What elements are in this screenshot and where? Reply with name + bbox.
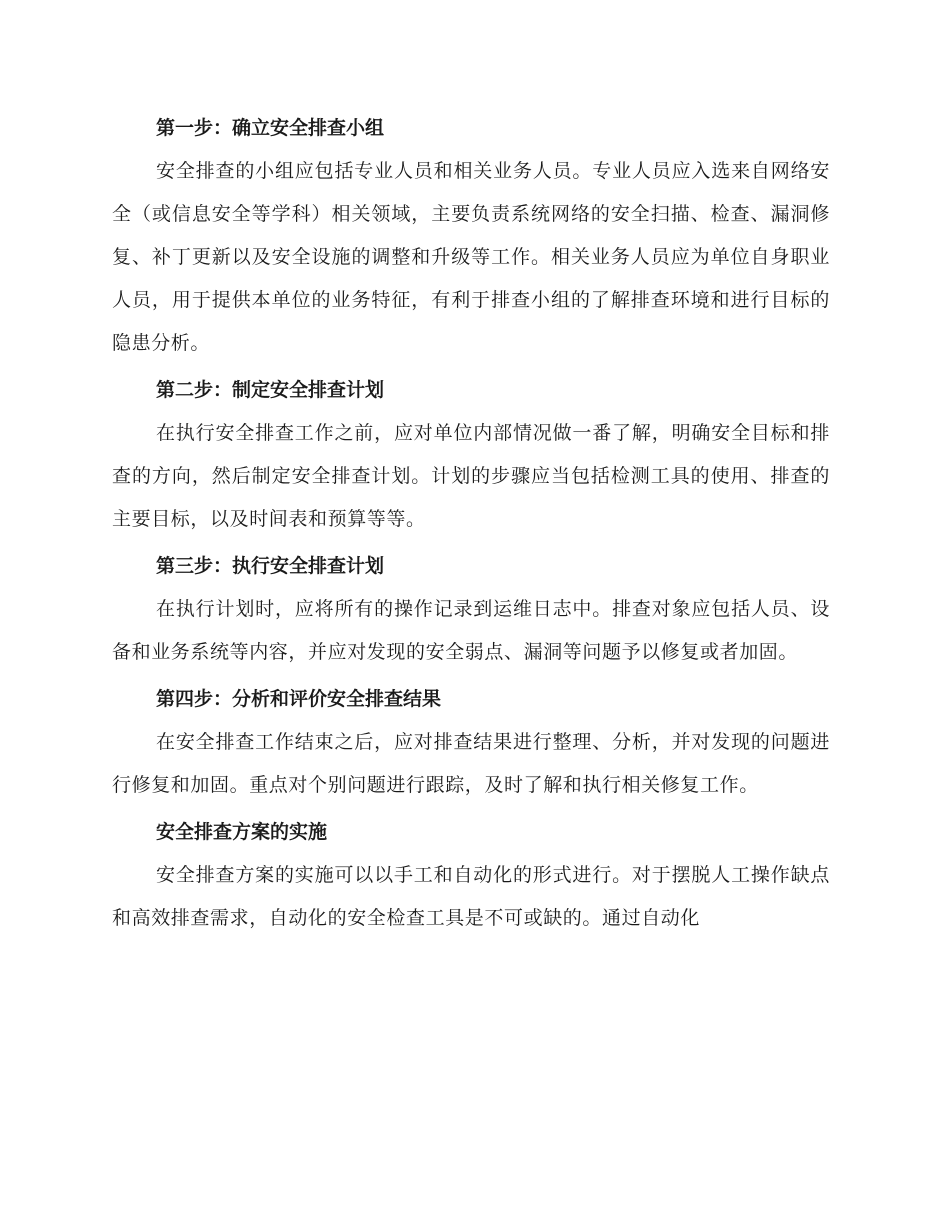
section-4 [112, 679, 830, 807]
section-paragraph: 在执行计划时，应将所有的操作记录到运维日志中。排查对象应包括人员、设备和业务系统等内容，并应对发现的安全弱点、漏洞等问题予以修复或者加固。 [112, 598, 830, 663]
section-paragraph: 在执行安全排查工作之前，应对单位内部情况做一番了解，明确安全目标和排查的方向，然后制定安全排查计划。计划的步骤应当包括检测工具的使用、排查的主要目标，以及时间表和预算等等。 [112, 422, 830, 530]
section-paragraph: 安全排查的小组应包括专业人员和相关业务人员。专业人员应入选来自网络安全（或信息安全等学科）相关领域，主要负责系统网络的安全扫描、检查、漏洞修复、补丁更新以及安全设施的调整和升级等工作。相关业务人员应为单位自身职业人员，用于提供本单位的业务特征，有利于排查小组的了解排查环境和进行目标的隐患分析。 [112, 160, 830, 354]
section-paragraph: 在安全排查工作结束之后，应对排查结果进行整理、分析，并对发现的问题进行修复和加固。重点对个别问题进行跟踪，及时了解和执行相关修复工作。 [112, 731, 830, 796]
section-2 [112, 370, 830, 541]
section-heading: 第二步：制定安全排查计划 [156, 379, 385, 401]
section-heading: 第一步：确立安全排查小组 [156, 117, 385, 139]
section-heading: 第四步：分析和评价安全排查结果 [156, 688, 442, 710]
section-1 [112, 108, 830, 365]
document-page [112, 108, 830, 942]
section-paragraph: 安全排查方案的实施可以以手工和自动化的形式进行。对于摆脱人工操作缺点和高效排查需求，自动化的安全检查工具是不可或缺的。通过自动化 [112, 864, 830, 929]
section-heading: 第三步：执行安全排查计划 [156, 555, 385, 577]
section-3 [112, 546, 830, 674]
section-heading: 安全排查方案的实施 [156, 821, 328, 843]
section-5 [112, 812, 830, 940]
